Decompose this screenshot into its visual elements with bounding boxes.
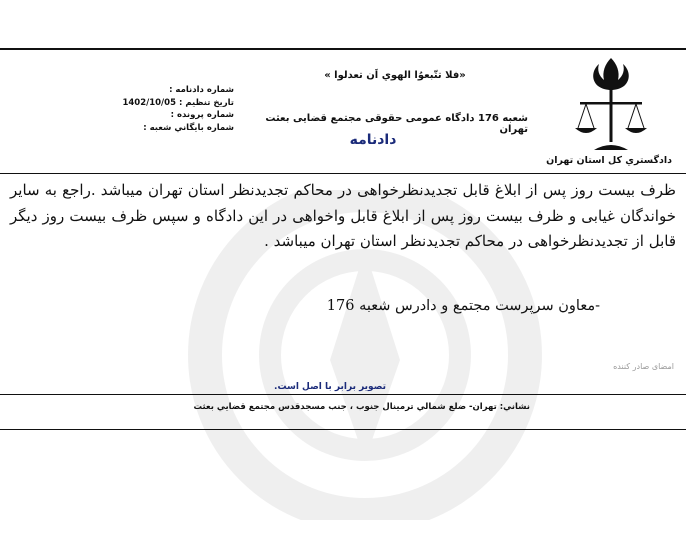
issuer-signature-label: امضای صادر کننده (613, 362, 674, 371)
date-label: تاريخ تنظيم : (179, 97, 234, 108)
case-number-row (110, 109, 234, 122)
archive-number-label: شماره بايگاني شعبه : (143, 122, 234, 133)
archive-number-row (110, 122, 234, 135)
footer-divider (0, 394, 686, 395)
quran-verse: «فلا تتّبعوُا الهوي اَن تعدلوا » (324, 70, 466, 81)
iran-emblem-scales-icon (572, 54, 650, 154)
date-value: 1402/10/05 (122, 97, 176, 108)
court-address: نشاني: تهران- ضلع شمالي ترمينال جنوب ، جنب مسجدقدس مجتمع قضايي بعثت (193, 402, 530, 412)
case-number-label: شماره پرونده : (170, 110, 234, 120)
ruling-number-label: شماره دادنامه : (169, 85, 234, 95)
judge-signature-line: -معاون سرپرست مجتمع و دادرس شعبه 176 (326, 298, 600, 314)
case-metadata (110, 84, 234, 134)
certified-copy-note: تصوير برابر با اصل است. (274, 382, 386, 392)
document-title: دادنامه (349, 132, 397, 148)
header-divider (0, 173, 686, 174)
ruling-paragraph: ظرف بیست روز پس از ابلاغ قابل تجدیدنظرخواهی در محاکم تجدیدنظر استان تهران میباشد .راجع به سایر خواندگان غیابی و ظرف بیست روز پس از ابلاغ قابل واخواهی در این دادگاه و سپس ظرف بیست روز دیگر قابل از تجدیدنظرخواهی در محاکم تجدیدنظر استان تهران میباشد . (10, 181, 676, 250)
court-name: دادگستري كل استان تهران (546, 155, 672, 166)
ruling-number-row (110, 84, 234, 97)
date-row (110, 97, 234, 110)
branch-title: شعبه 176 دادگاه عمومی حقوقی مجتمع قضايی بعثت تهران (265, 113, 528, 135)
